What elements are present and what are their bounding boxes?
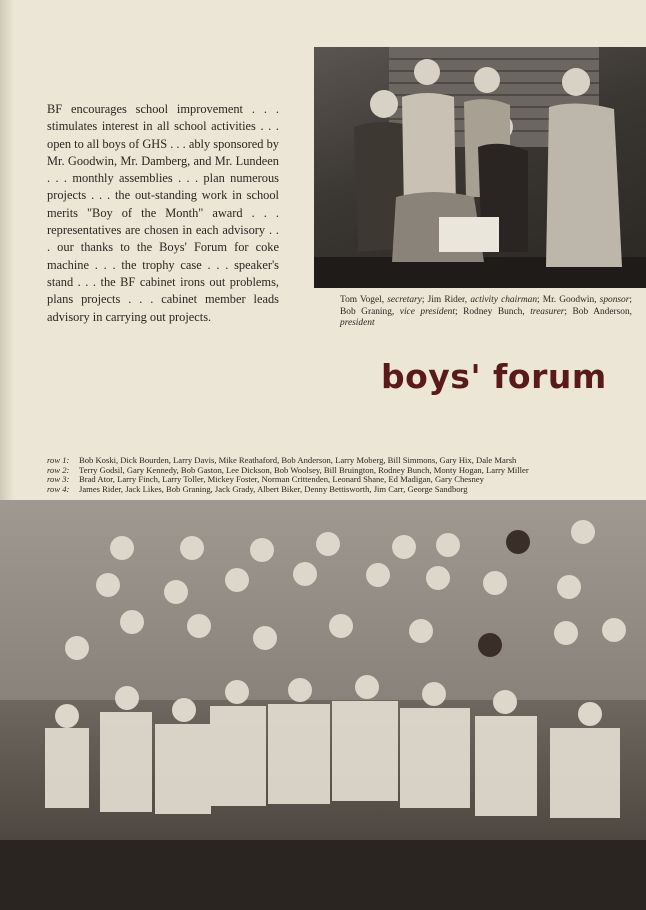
officers-caption: [340, 295, 632, 330]
page-title: boys' forum: [381, 357, 607, 396]
caption-role: sponsor: [599, 295, 630, 305]
roster-row-label: row 2:: [47, 464, 70, 475]
roster-row-label: row 1:: [47, 455, 70, 465]
caption-role: treasurer: [530, 306, 565, 317]
roster-row-names: Bob Koski, Dick Bourden, Larry Davis, Mike Reathaford, Bob Anderson, Larry Moberg, Bill Simmons, Gary Hix, Dale Marsh: [79, 455, 517, 465]
roster-row-label: row 4:: [47, 484, 70, 495]
roster-row-label: row 3:: [47, 474, 70, 485]
roster-row-names: Brad Ator, Larry Finch, Larry Toller, Mickey Foster, Norman Crittenden, Leonard Shane, Ed Madigan, Gary Chesney: [79, 474, 484, 485]
intro-paragraph: BF encourages school improvement . . . stimulates interest in all school activities . . . open to all boys of GHS . . . ably sponsored by Mr. Goodwin, Mr. Damberg, and Mr. Lundeen . . . monthly assemblies . . . plan numerous projects . . . the out-standing work in school merits "Boy of the Month" award . . . representatives are chosen in each advisory . . . our thanks to the Boys' Forum for coke machine . . . the trophy case . . . speaker's stand . . . the BF cabinet irons out problems, plans projects . . . cabinet member leads advisory in carrying out projects.: [47, 102, 279, 324]
caption-name: ; Mr. Goodwin,: [537, 295, 600, 305]
roster-row-names: James Rider, Jack Likes, Bob Graning, Jack Grady, Albert Biker, Denny Bettisworth, Jim Carr, George Sandborg: [79, 484, 468, 495]
caption-name: ; Bob Graning,: [340, 295, 632, 317]
officers-photo: [314, 47, 646, 288]
caption-role: vice president: [399, 306, 455, 317]
caption-name: ; Bob Anderson,: [564, 306, 632, 317]
caption-role: president: [340, 318, 375, 329]
caption-name: ; Jim Rider,: [421, 295, 471, 305]
caption-name: Tom Vogel,: [340, 295, 388, 305]
roster-row-names: Terry Godsil, Gary Kennedy, Bob Gaston, Lee Dickson, Bob Woolsey, Bill Bruington, Rodney Bunch, Monty Hogan, Larry Miller: [79, 464, 529, 475]
caption-name: ; Rodney Bunch,: [454, 306, 531, 317]
caption-role: secretary: [387, 295, 422, 305]
group-photo: [0, 500, 646, 910]
group-roster: [47, 456, 637, 495]
roster-row: [47, 485, 637, 495]
caption-role: activity chairman: [470, 295, 538, 305]
